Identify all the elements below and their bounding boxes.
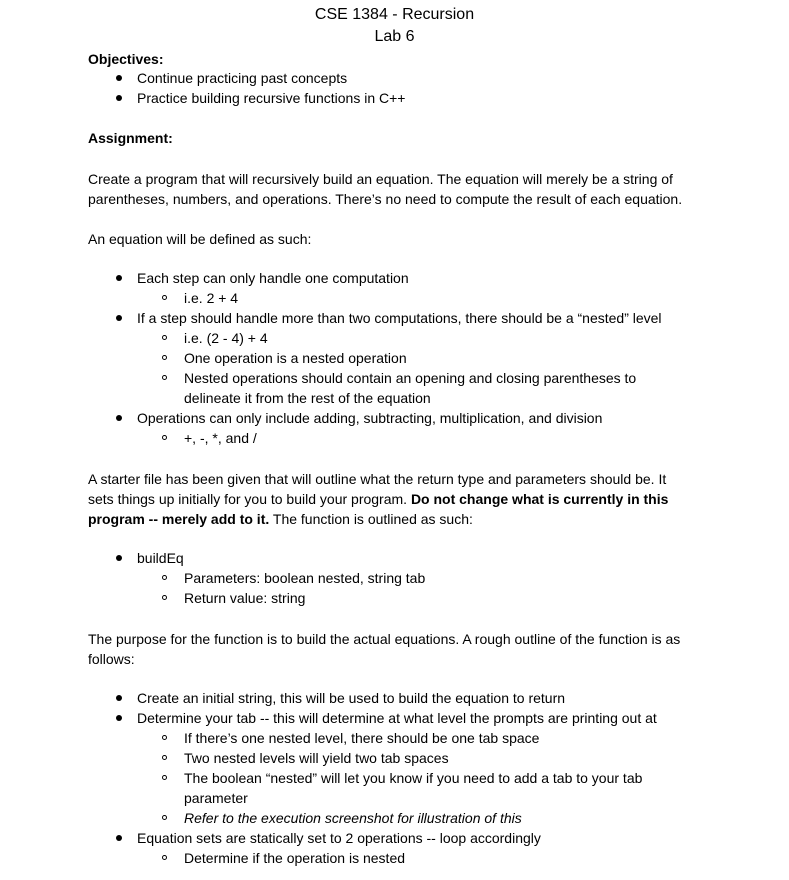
bullet-icon: [116, 75, 122, 81]
bullet-icon: [116, 95, 122, 101]
circle-bullet-icon: [162, 575, 167, 580]
circle-bullet-icon: [162, 595, 167, 600]
rule-subitem: i.e. (2 - 4) + 4: [184, 330, 268, 346]
bullet-icon: [116, 695, 122, 701]
assignment-heading: Assignment:: [88, 130, 173, 146]
outline-subitem: If there’s one nested level, there should be one tab space: [184, 730, 540, 746]
bullet-icon: [116, 415, 122, 421]
function-params: Parameters: boolean nested, string tab: [184, 570, 426, 586]
circle-bullet-icon: [162, 375, 167, 380]
rule-subitem-continuation: delineate it from the rest of the equation: [184, 390, 431, 406]
starter-text: sets things up initially for you to build your program.: [88, 491, 411, 507]
page-subtitle: Lab 6: [374, 28, 415, 45]
circle-bullet-icon: [162, 435, 167, 440]
objective-item: Continue practicing past concepts: [137, 70, 348, 86]
circle-bullet-icon: [162, 815, 167, 820]
circle-bullet-icon: [162, 755, 167, 760]
bullet-icon: [116, 555, 122, 561]
intro-paragraph-line: parentheses, numbers, and operations. There’s no need to compute the result of each equation.: [88, 191, 683, 207]
bullet-icon: [116, 835, 122, 841]
purpose-paragraph-line: The purpose for the function is to build the actual equations. A rough outline of the function is as: [88, 631, 681, 647]
circle-bullet-icon: [162, 295, 167, 300]
function-return: Return value: string: [184, 590, 306, 606]
rule-item: Each step can only handle one computation: [137, 270, 409, 286]
outline-item: Create an initial string, this will be used to build the equation to return: [137, 690, 566, 706]
outline-item: Determine your tab -- this will determine at what level the prompts are printing out at: [137, 710, 657, 726]
objectives-heading: Objectives:: [88, 51, 164, 67]
outline-item: Equation sets are statically set to 2 operations -- loop accordingly: [137, 830, 541, 846]
objective-item: Practice building recursive functions in C++: [137, 90, 406, 106]
page-title: CSE 1384 - Recursion: [314, 6, 475, 23]
outline-subitem-continuation: parameter: [184, 790, 248, 806]
starter-emphasis: program -- merely add to it.: [88, 511, 270, 527]
circle-bullet-icon: [162, 355, 167, 360]
rule-subitem: i.e. 2 + 4: [184, 290, 239, 306]
circle-bullet-icon: [162, 735, 167, 740]
starter-paragraph-line: A starter file has been given that will outline what the return type and parameters should be. It: [88, 471, 667, 487]
starter-paragraph-line: [88, 509, 718, 529]
definition-lead: An equation will be defined as such:: [88, 231, 312, 247]
outline-subitem-note: Refer to the execution screenshot for illustration of this: [184, 810, 522, 826]
starter-text: The function is outlined as such:: [269, 511, 473, 527]
rule-subitem: Nested operations should contain an opening and closing parentheses to: [184, 370, 637, 386]
circle-bullet-icon: [162, 855, 167, 860]
rule-item: If a step should handle more than two computations, there should be a “nested” level: [137, 310, 662, 326]
bullet-icon: [116, 275, 122, 281]
starter-emphasis: Do not change what is currently in this: [410, 491, 669, 507]
intro-paragraph-line: Create a program that will recursively build an equation. The equation will merely be a string of: [88, 171, 673, 187]
starter-paragraph-line: [88, 489, 718, 509]
function-name: buildEq: [137, 550, 184, 566]
rule-subitem: One operation is a nested operation: [184, 350, 407, 366]
circle-bullet-icon: [162, 335, 167, 340]
purpose-paragraph-line: follows:: [88, 651, 135, 667]
bullet-icon: [116, 315, 122, 321]
rule-item: Operations can only include adding, subtracting, multiplication, and division: [137, 410, 603, 426]
circle-bullet-icon: [162, 775, 167, 780]
outline-subitem: Determine if the operation is nested: [184, 850, 406, 866]
outline-subitem: The boolean “nested” will let you know if you need to add a tab to your tab: [184, 770, 643, 786]
bullet-icon: [116, 715, 122, 721]
outline-subitem: Two nested levels will yield two tab spaces: [184, 750, 449, 766]
rule-subitem: +, -, *, and /: [184, 430, 257, 446]
